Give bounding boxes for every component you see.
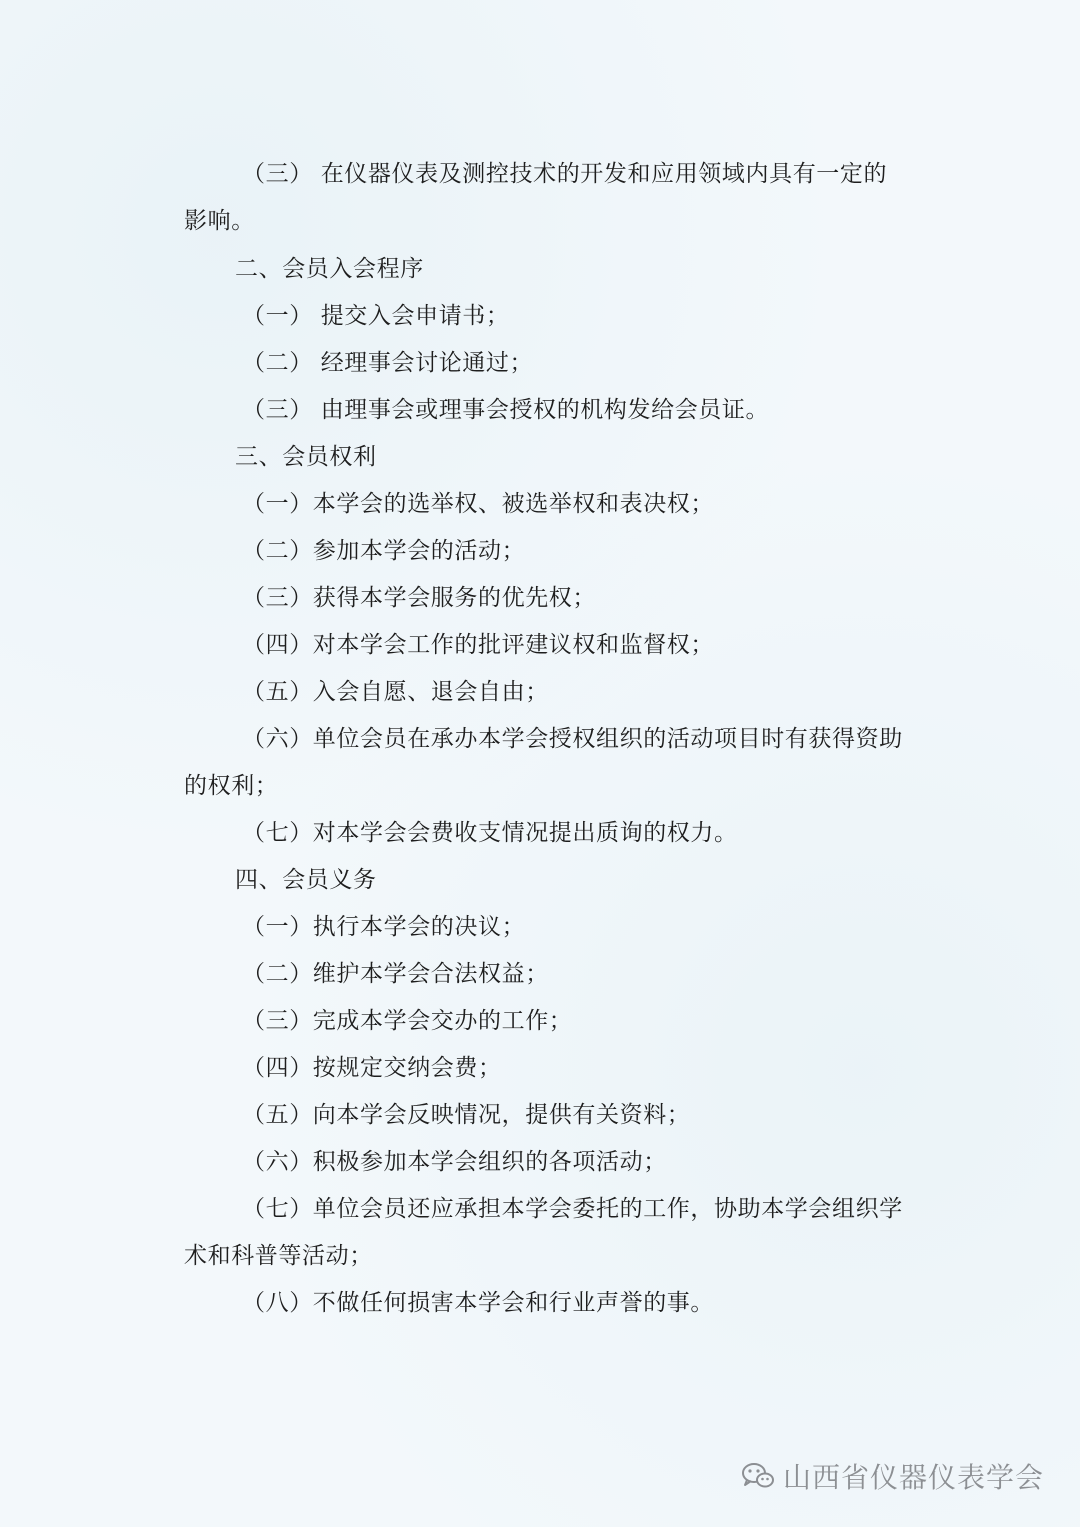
wechat-icon [741,1462,775,1490]
text-line: （一）本学会的选举权、被选举权和表决权； [242,491,714,517]
text-line: （七）对本学会会费收支情况提出质询的权力。 [242,820,738,846]
text-line: 的权利； [184,773,279,799]
text-line: （五）入会自愿、退会自由； [242,679,549,705]
watermark-text: 山西省仪器仪表学会 [782,1461,1044,1494]
text-line: （二）维护本学会合法权益； [242,961,549,987]
text-line: 影响。 [184,208,255,234]
text-line: （三）完成本学会交办的工作； [242,1008,573,1034]
text-line: （六）单位会员在承办本学会授权组织的活动项目时有获得资助 [242,726,903,752]
text-line: （五）向本学会反映情况，提供有关资料； [242,1102,691,1128]
text-line: 术和科普等活动； [184,1243,373,1269]
text-line: （一）执行本学会的决议； [242,914,526,940]
text-line: （四）对本学会工作的批评建议权和监督权； [242,632,714,658]
text-line: （二）参加本学会的活动； [242,538,526,564]
text-line: （三）获得本学会服务的优先权； [242,585,596,611]
text-line: （二） 经理事会讨论通过； [242,350,534,376]
text-line: （三） 由理事会或理事会授权的机构发给会员证。 [242,397,770,423]
section-heading: 三、会员权利 [235,444,377,470]
text-line: （六）积极参加本学会组织的各项活动； [242,1149,667,1175]
text-line: （七）单位会员还应承担本学会委托的工作，协助本学会组织学 [242,1196,903,1222]
section-heading: 二、会员入会程序 [235,256,424,282]
text-line: （四）按规定交纳会费； [242,1055,502,1081]
text-line: （一） 提交入会申请书； [242,303,510,329]
text-line: （八）不做任何损害本学会和行业声誉的事。 [242,1290,714,1316]
section-heading: 四、会员义务 [235,867,377,893]
watermark [741,1456,1044,1496]
text-line: （三） 在仪器仪表及测控技术的开发和应用领域内具有一定的 [242,161,888,187]
